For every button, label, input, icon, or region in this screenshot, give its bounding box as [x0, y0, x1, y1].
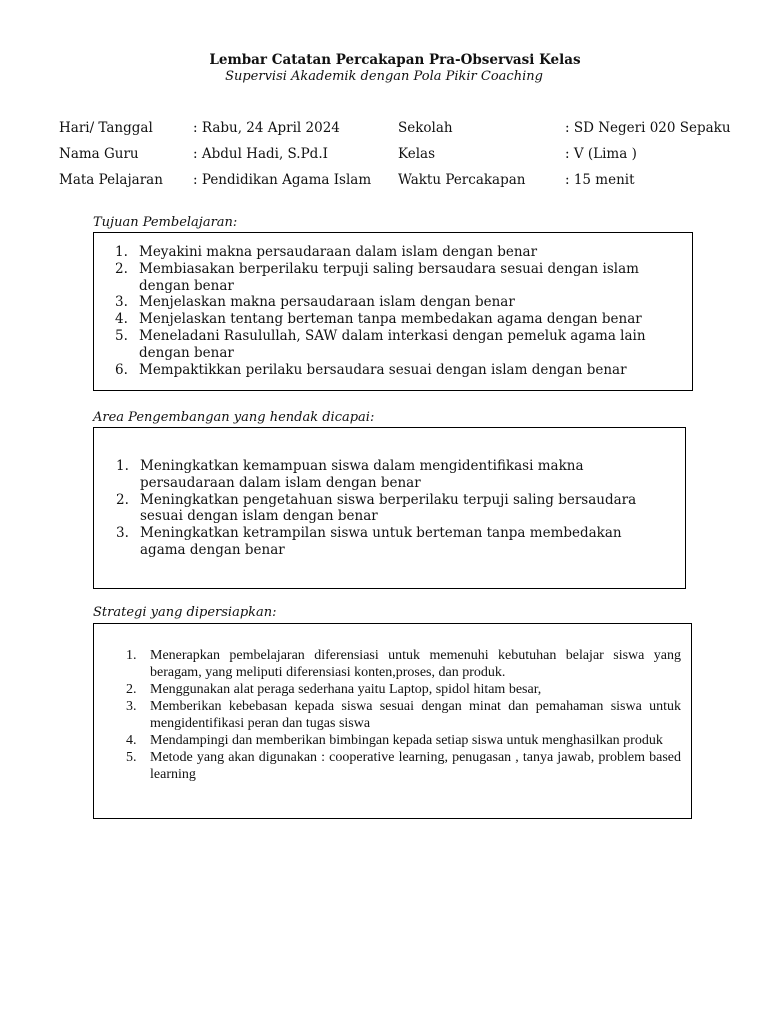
list-item: 2. Meningkatkan pengetahuan siswa berperilaku terpuji saling bersaudara sesuai dengan islam dengan benar — [116, 491, 637, 525]
area-box — [93, 427, 686, 589]
info-value-guru: : Abdul Hadi, S.Pd.I — [193, 146, 328, 162]
info-label-sekolah: Sekolah — [398, 120, 453, 136]
list-item-text: Meningkatkan kemampuan siswa dalam mengidentifikasi makna persaudaraan dalam islam dengan benar — [140, 458, 584, 491]
list-item: 5. Metode yang akan digunakan : cooperative learning, penugasan , tanya jawab, problem based learning — [126, 750, 681, 782]
tujuan-box — [93, 232, 693, 391]
list-item-text: Mendampingi dan memberikan bimbingan kepada setiap siswa untuk menghasilkan produk — [150, 733, 663, 748]
info-value-kelas: : V (Lima ) — [565, 146, 637, 162]
document-subtitle: Supervisi Akademik dengan Pola Pikir Coaching — [225, 69, 543, 84]
area-list — [116, 458, 671, 559]
list-item-text: Membiasakan berperilaku terpuji saling bersaudara sesuai dengan islam dengan benar — [139, 260, 639, 294]
info-row-guru — [59, 146, 739, 172]
strategi-list — [126, 647, 681, 783]
list-item-text: Menjelaskan tentang berteman tanpa membedakan agama dengan benar — [139, 311, 642, 328]
list-item: 5. Meneladani Rasulullah, SAW dalam interkasi dengan pemeluk agama lain dengan benar — [115, 327, 646, 361]
list-item-text: Meneladani Rasulullah, SAW dalam interkasi dengan pemeluk agama lain dengan benar — [139, 327, 646, 361]
list-item: 4. Menjelaskan tentang berteman tanpa membedakan agama dengan benar — [115, 311, 642, 328]
list-item: 1. Menerapkan pembelajaran diferensiasi untuk memenuhi kebutuhan belajar siswa yang beragam, yang meliputi diferensiasi konten,proses, dan produk. — [126, 648, 681, 680]
list-item-text: Menjelaskan makna persaudaraan islam dengan benar — [139, 294, 515, 311]
list-item: 6. Mempaktikkan perilaku bersaudara sesuai dengan islam dengan benar — [115, 361, 627, 378]
info-value-mapel: : Pendidikan Agama Islam — [193, 172, 372, 188]
info-value-sekolah: : SD Negeri 020 Sepaku — [565, 120, 731, 136]
info-value-tanggal: : Rabu, 24 April 2024 — [193, 120, 340, 136]
list-item: 2. Membiasakan berperilaku terpuji saling bersaudara sesuai dengan islam dengan benar — [115, 260, 639, 294]
list-item-text: Menerapkan pembelajaran diferensiasi untuk memenuhi kebutuhan belajar siswa yang beragam, yang meliputi diferensiasi konten,proses, dan produk. — [150, 648, 681, 680]
strategi-label: Strategi yang dipersiapkan: — [93, 605, 277, 620]
list-item-text: Meyakini makna persaudaraan dalam islam dengan benar — [139, 244, 538, 260]
list-item-text: Memberikan kebebasan kepada siswa sesuai dengan minat dan pemahaman siswa untuk mengidentifikasi peran dan tugas siswa — [150, 699, 681, 731]
strategi-box — [93, 623, 692, 819]
info-label-guru: Nama Guru — [59, 146, 139, 162]
info-table — [59, 120, 739, 198]
list-item: 3. Menjelaskan makna persaudaraan islam dengan benar — [115, 294, 515, 311]
list-item-text: Meningkatkan ketrampilan siswa untuk berteman tanpa membedakan agama dengan benar — [140, 525, 622, 558]
list-item-text: Metode yang akan digunakan : cooperative learning, penugasan , tanya jawab, problem based learning — [150, 750, 681, 782]
list-item: 1. Meyakini makna persaudaraan dalam islam dengan benar — [115, 244, 538, 260]
info-label-mapel: Mata Pelajaran — [59, 172, 163, 188]
info-value-waktu: : 15 menit — [565, 172, 635, 188]
list-item: 1. Meningkatkan kemampuan siswa dalam mengidentifikasi makna persaudaraan dalam islam dengan benar — [116, 458, 584, 491]
info-label-kelas: Kelas — [398, 146, 436, 162]
info-label-tanggal: Hari/ Tanggal — [59, 120, 153, 136]
list-item: 3. Memberikan kebebasan kepada siswa sesuai dengan minat dan pemahaman siswa untuk mengidentifikasi peran dan tugas siswa — [126, 699, 681, 731]
list-item-text: Meningkatkan pengetahuan siswa berperilaku terpuji saling bersaudara sesuai dengan islam dengan benar — [140, 491, 637, 525]
list-item-text: Menggunakan alat peraga sederhana yaitu Laptop, spidol hitam besar, — [150, 682, 542, 697]
list-item-text: Mempaktikkan perilaku bersaudara sesuai dengan islam dengan benar — [139, 361, 627, 378]
list-item: 2. Menggunakan alat peraga sederhana yaitu Laptop, spidol hitam besar, — [126, 682, 542, 697]
area-label: Area Pengembangan yang hendak dicapai: — [93, 410, 375, 425]
tujuan-list — [115, 244, 680, 378]
info-label-waktu: Waktu Percakapan — [398, 172, 526, 188]
document-title: Lembar Catatan Percakapan Pra-Observasi Kelas — [209, 52, 581, 68]
list-item: 3. Meningkatkan ketrampilan siswa untuk berteman tanpa membedakan agama dengan benar — [116, 525, 622, 558]
info-row-mapel — [59, 172, 739, 198]
list-item: 4. Mendampingi dan memberikan bimbingan kepada setiap siswa untuk menghasilkan produk — [126, 733, 663, 748]
tujuan-label: Tujuan Pembelajaran: — [93, 215, 238, 230]
info-row-tanggal — [59, 120, 739, 146]
